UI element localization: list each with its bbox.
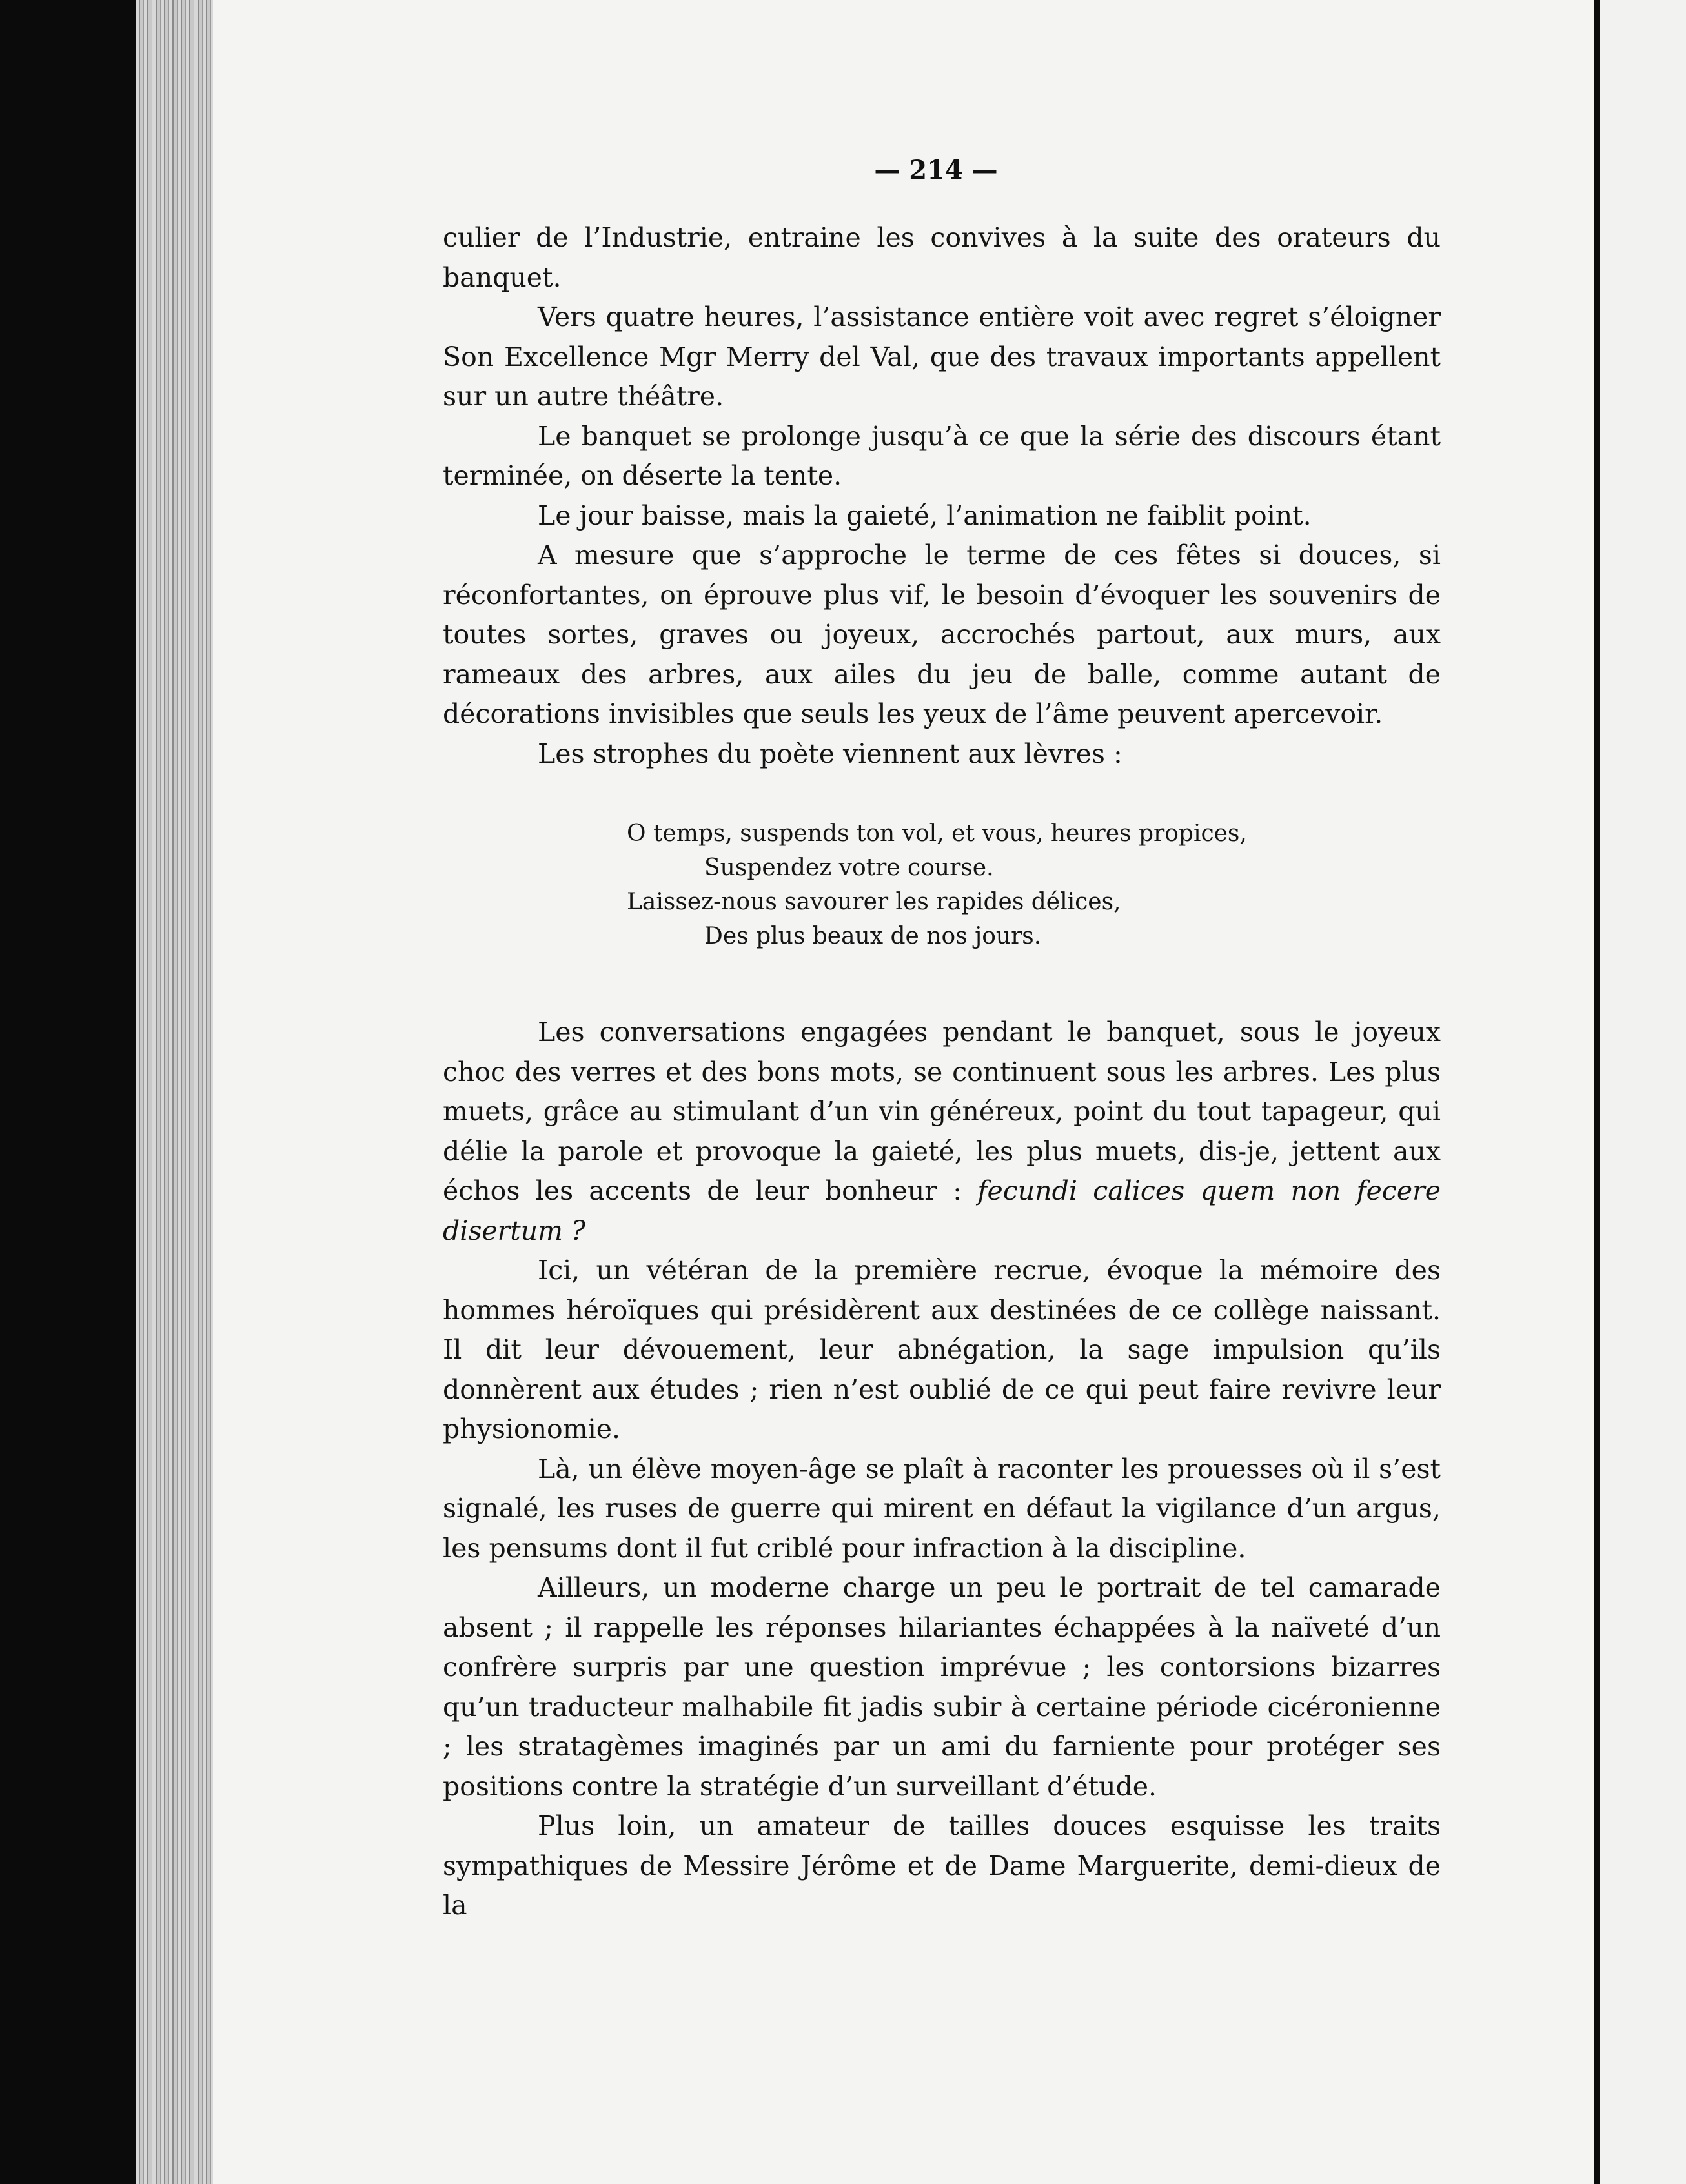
latin-quote: fecundi calices quem non fecere disertum ?: [443, 1175, 1441, 1246]
paragraph: Vers quatre heures, l’assistance entière voit avec regret s’éloigner Son Excellence Mgr Merry del Val, que des travaux importants appellent sur un autre théâtre.: [443, 301, 1441, 412]
page-number: — 214 —: [874, 155, 998, 185]
paragraph: Le jour baisse, mais la gaieté, l’animation ne faiblit point.: [538, 500, 1312, 531]
paragraph-text: Les conversations engagées pendant le banquet, sous le joyeux choc des verres et des bons mots, se continuent sous les arbres. Les plus muets, grâce au stimulant d’un vin généreux, point du tout tapageur, qui délie la parole et provoque la gaieté, les plus muets, dis-je, jettent aux échos les accents de leur bonheur :: [443, 1016, 1441, 1206]
book-gutter: [136, 0, 219, 2184]
page-body: [443, 218, 1441, 1926]
paragraph: [443, 1013, 1441, 1251]
paragraph: Les strophes du poète viennent aux lèvres :: [538, 738, 1122, 769]
paragraph: Ailleurs, un moderne charge un peu le portrait de tel camarade absent ; il rappelle les réponses hilariantes échappées à la naïveté d’un confrère surpris par une question imprévue ; les contorsions bizarres qu’un traducteur malhabile fit jadis subir à certaine période cicéronienne ; les stratagèmes imaginés par un ami du farniente pour protéger ses positions contre la stratégie d’un surveillant d’étude.: [443, 1572, 1441, 1802]
paragraph: culier de l’Industrie, entraine les convives à la suite des orateurs du banquet.: [443, 222, 1441, 293]
poem-line: Suspendez votre course.: [704, 854, 994, 881]
paragraph: Là, un élève moyen-âge se plaît à raconter les prouesses où il s’est signalé, les ruses de guerre qui mirent en défaut la vigilance d’un argus, les pensums dont il fut criblé pour infraction à la discipline.: [443, 1453, 1441, 1564]
poem-line: Laissez-nous savourer les rapides délices,: [627, 889, 1121, 915]
poem-line: O temps, suspends ton vol, et vous, heures propices,: [627, 820, 1247, 847]
paragraph: Le banquet se prolonge jusqu’à ce que la série des discours étant terminée, on déserte la tente.: [443, 420, 1441, 491]
paragraph: Plus loin, un amateur de tailles douces esquisse les traits sympathiques de Messire Jérôme et de Dame Marguerite, demi-dieux de la: [443, 1810, 1441, 1921]
poem-line: Des plus beaux de nos jours.: [704, 923, 1042, 949]
paragraph: Ici, un vétéran de la première recrue, évoque la mémoire des hommes héroïques qui présidèrent aux destinées de ce collège naissant. Il dit leur dévouement, leur abnégation, la sage impulsion qu’ils donnèrent aux études ; rien n’est oublié de ce qui peut faire revivre leur physionomie.: [443, 1255, 1441, 1444]
poem-stanza: [627, 816, 1441, 953]
paragraph: A mesure que s’approche le terme de ces fêtes si douces, si réconfortantes, on éprouve plus vif, le besoin d’évoquer les souvenirs de toutes sortes, graves ou joyeux, accrochés partout, aux murs, aux rameaux des arbres, aux ailes du jeu de balle, comme autant de décorations invisibles que seuls les yeux de l’âme peuvent apercevoir.: [443, 540, 1441, 729]
facing-page-edge: [1600, 0, 1686, 2184]
